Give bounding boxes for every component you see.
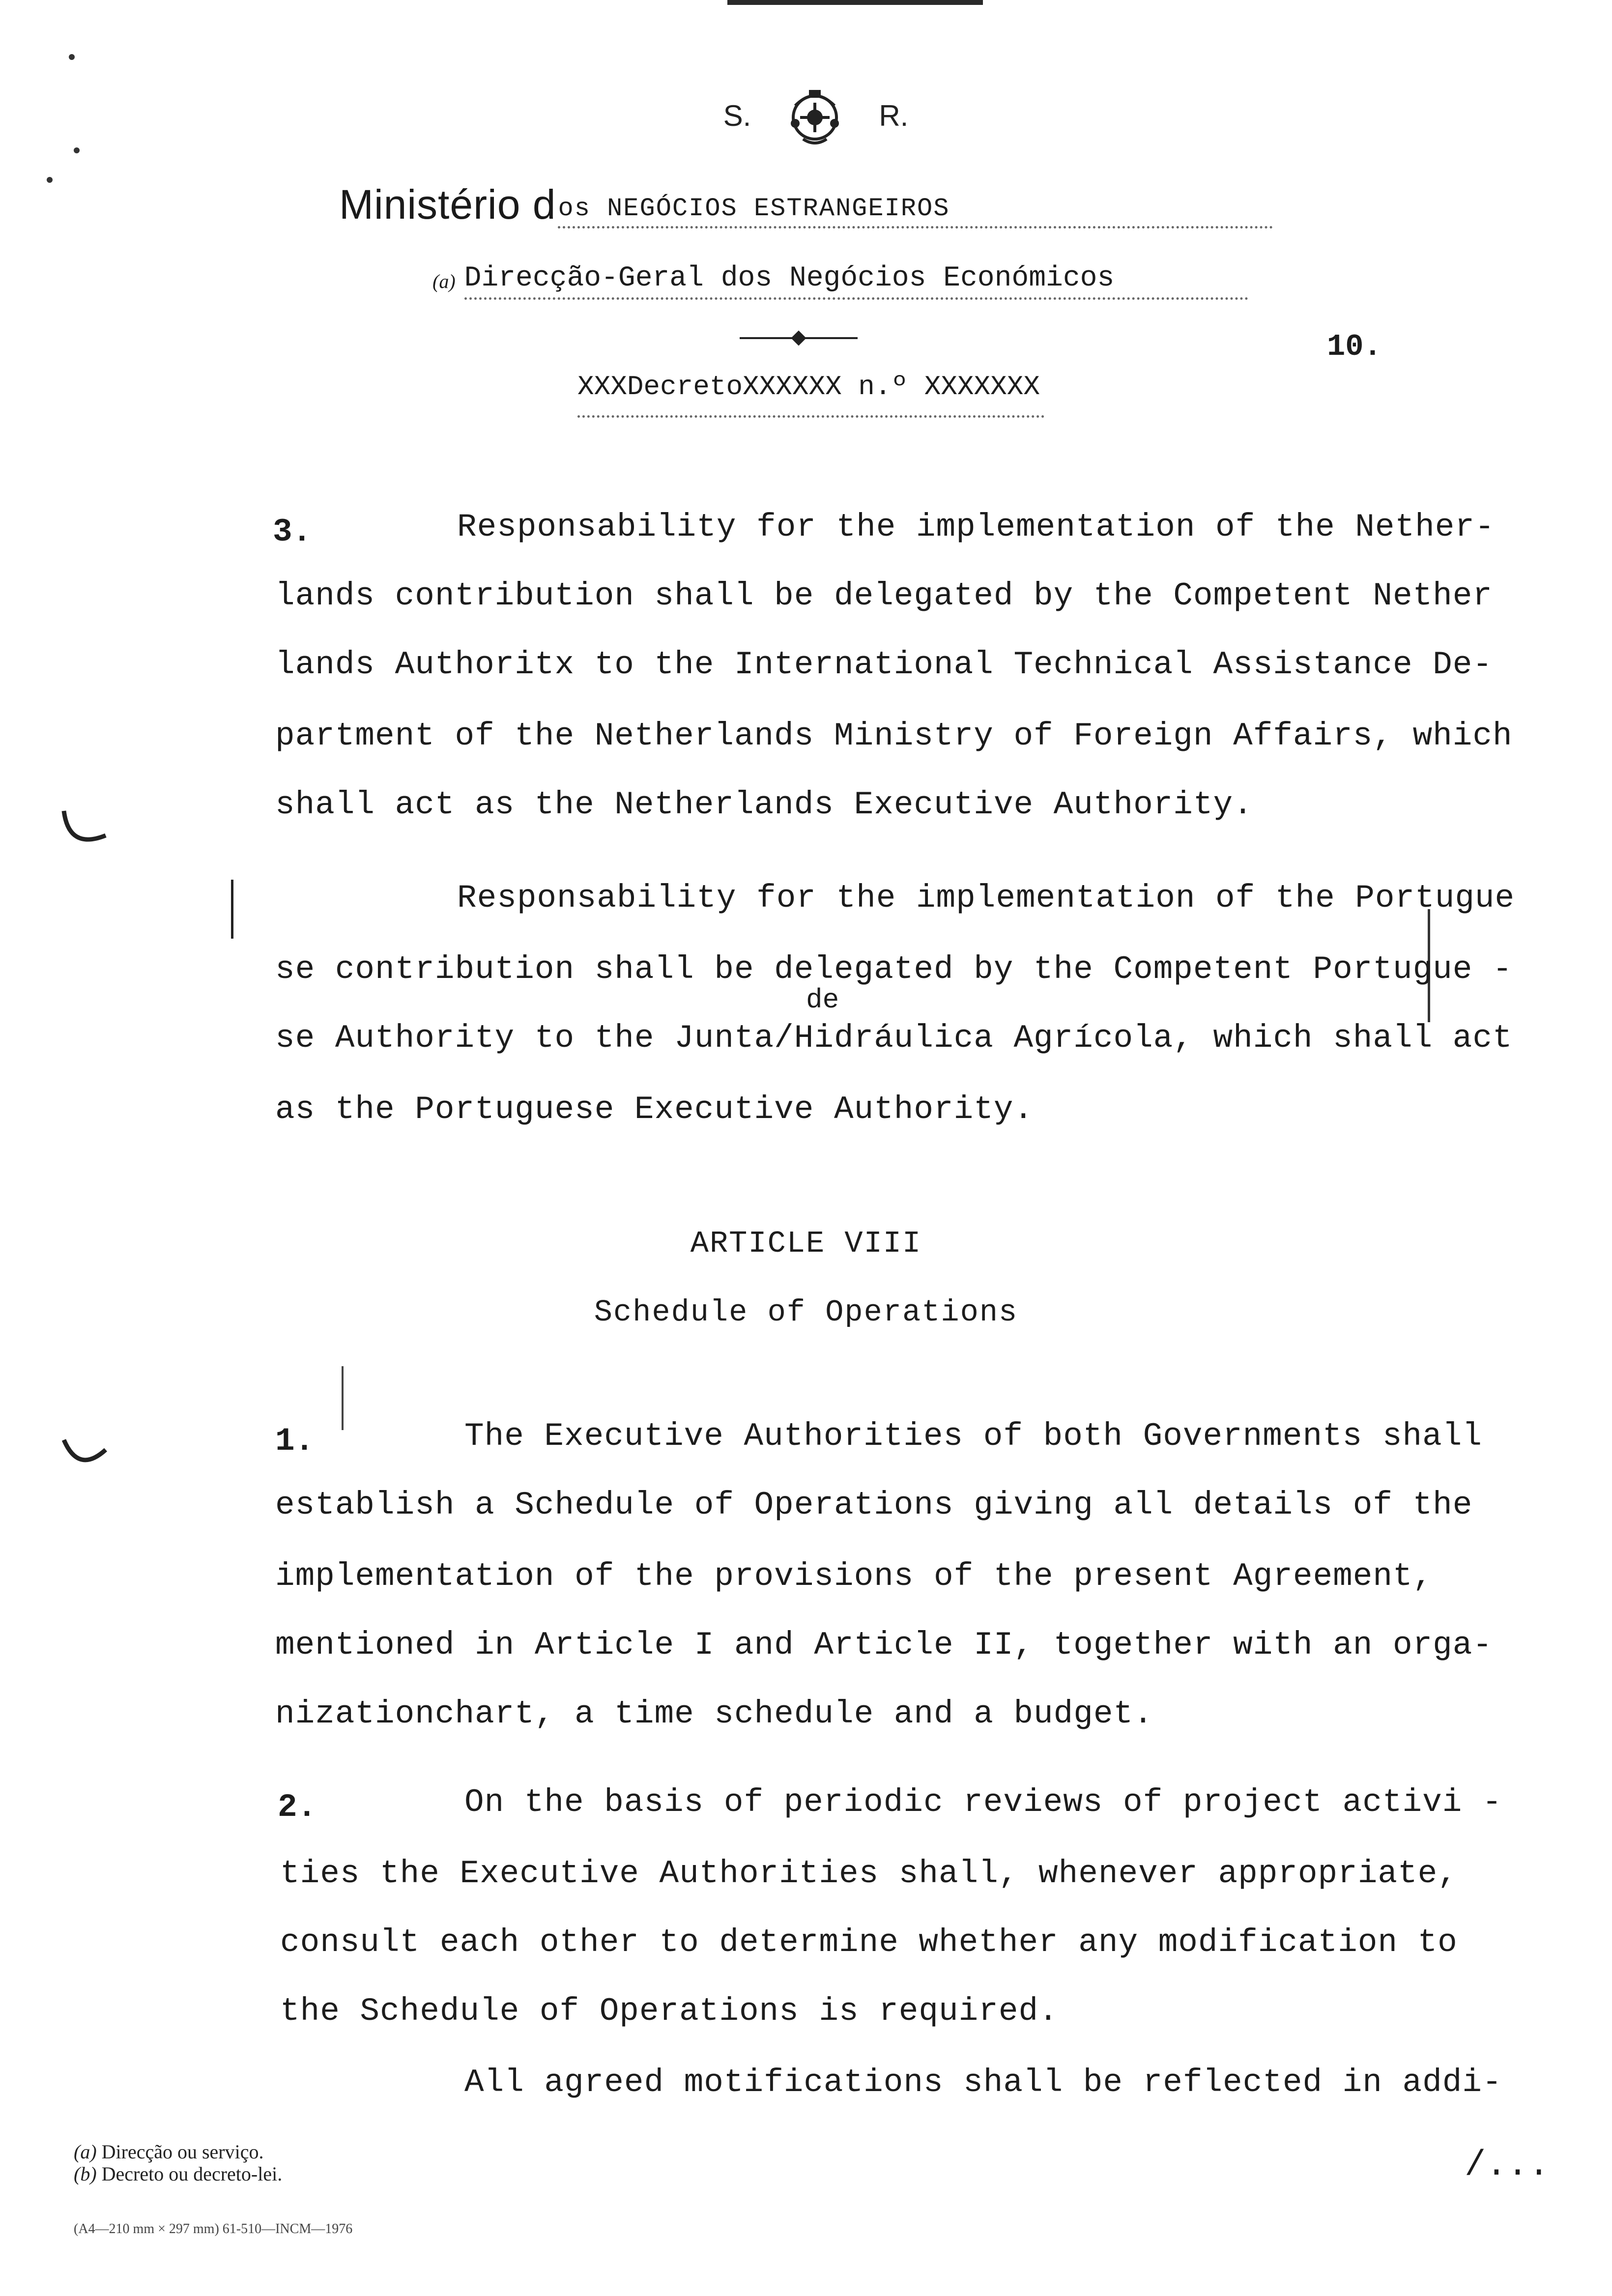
paragraph-line: nizationchart, a time schedule and a budget.: [275, 1695, 1153, 1732]
margin-line-mark: [231, 880, 233, 939]
footnote-b-text: Decreto ou decreto-lei.: [101, 2163, 283, 2185]
form-code: (A4—210 mm × 297 mm) 61-510—INCM—1976: [74, 2221, 353, 2237]
paragraph-line: lands contribution shall be delegated by the Competent Nether: [275, 577, 1493, 614]
margin-dot: [69, 54, 75, 60]
margin-hole-mark-upper: [59, 806, 113, 860]
article-heading: ARTICLE VIII: [690, 1226, 922, 1261]
paragraph-line: ties the Executive Authorities shall, whenever appropriate,: [280, 1855, 1458, 1892]
ministry-line: [339, 170, 1273, 229]
coat-of-arms-icon: [780, 81, 849, 150]
department-note-mark: (a): [432, 270, 456, 292]
footnote-a-text: Direcção ou serviço.: [101, 2141, 264, 2163]
margin-hole-mark-lower: [59, 1435, 113, 1479]
department-name: Direcção-Geral dos Negócios Económicos: [464, 262, 1248, 300]
footnote-a: [74, 2140, 263, 2163]
paragraph-line: All agreed motifications shall be reflected in addi-: [464, 2064, 1502, 2101]
department-line: [432, 246, 1248, 300]
paragraph-line: Responsability for the implementation of the Portugue: [457, 880, 1515, 917]
paragraph-line: shall act as the Netherlands Executive Authority.: [275, 786, 1253, 823]
paragraph-line: implementation of the provisions of the present Agreement,: [275, 1558, 1433, 1595]
letterhead-seal-row: [678, 74, 953, 157]
footnote-a-mark: (a): [74, 2141, 97, 2163]
letterhead-letter-s: S.: [723, 99, 751, 132]
margin-dot: [74, 147, 80, 153]
continuation-mark: /...: [1465, 2145, 1550, 2185]
paragraph-line: On the basis of periodic reviews of project activi -: [464, 1784, 1502, 1821]
paragraph-line: se contribution shall be delegated by the Competent Portugue -: [275, 951, 1513, 988]
paragraph-line: consult each other to determine whether any modification to: [280, 1924, 1458, 1961]
paragraph-line: establish a Schedule of Operations giving all details of the: [275, 1487, 1473, 1523]
margin-line-mark: [342, 1366, 344, 1430]
ministry-printed-label: Ministério d: [339, 181, 556, 228]
decreto-line: XXXDecretoXXXXXX n.º XXXXXXX: [577, 371, 1044, 418]
paragraph-line: Responsability for the implementation of the Nether-: [457, 509, 1495, 545]
footnote-b: [74, 2162, 282, 2185]
paragraph-line: se Authority to the Junta/Hidráulica Agrícola, which shall act: [275, 1020, 1513, 1057]
page-number: 10.: [1327, 329, 1382, 364]
paragraph-line: lands Authoritx to the International Technical Assistance De-: [275, 646, 1493, 683]
letterhead-letter-r: R.: [879, 99, 909, 132]
paragraph-number-1: 1.: [275, 1423, 315, 1460]
paragraph-line: as the Portuguese Executive Authority.: [275, 1091, 1034, 1128]
margin-dot: [47, 177, 53, 183]
handwritten-insertion: de: [806, 984, 839, 1016]
paragraph-line: mentioned in Article I and Article II, together with an orga-: [275, 1627, 1493, 1664]
paragraph-line: The Executive Authorities of both Governments shall: [464, 1418, 1482, 1455]
paragraph-line: the Schedule of Operations is required.: [280, 1993, 1059, 2030]
top-scan-rule: [727, 0, 983, 5]
paragraph-number-3: 3.: [273, 514, 312, 550]
paragraph-number-2: 2.: [278, 1789, 317, 1826]
article-subheading: Schedule of Operations: [594, 1295, 1018, 1330]
ministry-typed-name: os NEGÓCIOS ESTRANGEIROS: [558, 194, 1273, 229]
paragraph-line: partment of the Netherlands Ministry of Foreign Affairs, which: [275, 718, 1513, 754]
ornamental-divider-diamond: [791, 330, 806, 345]
footnote-b-mark: (b): [74, 2163, 97, 2185]
